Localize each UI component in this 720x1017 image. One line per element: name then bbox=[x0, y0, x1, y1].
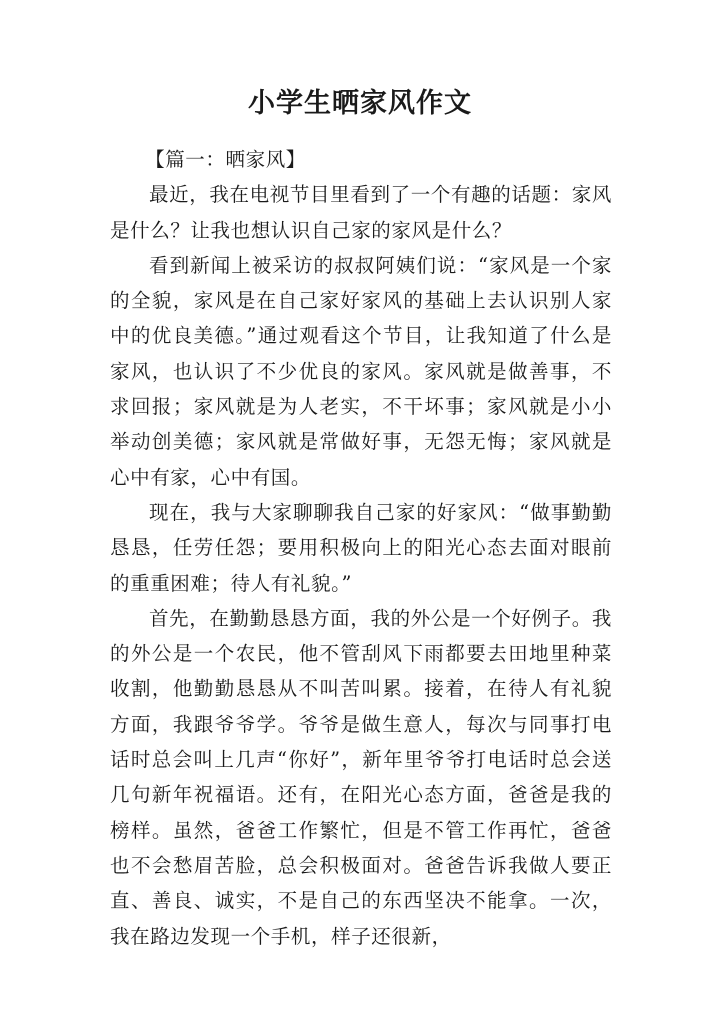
section-heading: 【篇一：晒家风】 bbox=[145, 148, 306, 171]
paragraph: 首先，在勤勤恳恳方面，我的外公是一个好例子。我的外公是一个农民，他不管刮风下雨都要去田地里种菜收割，他勤勤恳恳从不叫苦叫累。接着，在待人有礼貌方面，我跟爷爷学。爷爷是做生意人，每次与同事打电话时总会叫上几声“你好”，新年里爷爷打电话时总会送几句新年祝福语。还有，在阳光心态方面，爸爸是我的榜样。虽然，爸爸工作繁忙，但是不管工作再忙，爸爸也不会愁眉苦脸，总会积极面对。爸爸告诉我做人要正直、善良、诚实，不是自己的东西坚决不能拿。一次，我在路边发现一个手机，样子还很新， bbox=[110, 606, 612, 948]
paragraph: 现在，我与大家聊聊我自己家的好家风：“做事勤勤恳恳，任劳任怨；要用积极向上的阳光心态去面对眼前的重重困难；待人有礼貌。” bbox=[110, 500, 612, 595]
paragraph: 看到新闻上被采访的叔叔阿姨们说：“家风是一个家的全貌，家风是在自己家好家风的基础上去认识别人家中的优良美德。”通过观看这个节目，让我知道了什么是家风，也认识了不少优良的家风。家风就是做善事，不求回报；家风就是为人老实，不干坏事；家风就是小小举动创美德；家风就是常做好事，无怨无悔；家风就是心中有家，心中有国。 bbox=[110, 253, 612, 489]
document-body bbox=[110, 142, 612, 954]
paragraph: 最近，我在电视节目里看到了一个有趣的话题：家风是什么？让我也想认识自己家的家风是什么？ bbox=[110, 183, 612, 242]
document-title: 小学生晒家风作文 bbox=[248, 88, 472, 119]
